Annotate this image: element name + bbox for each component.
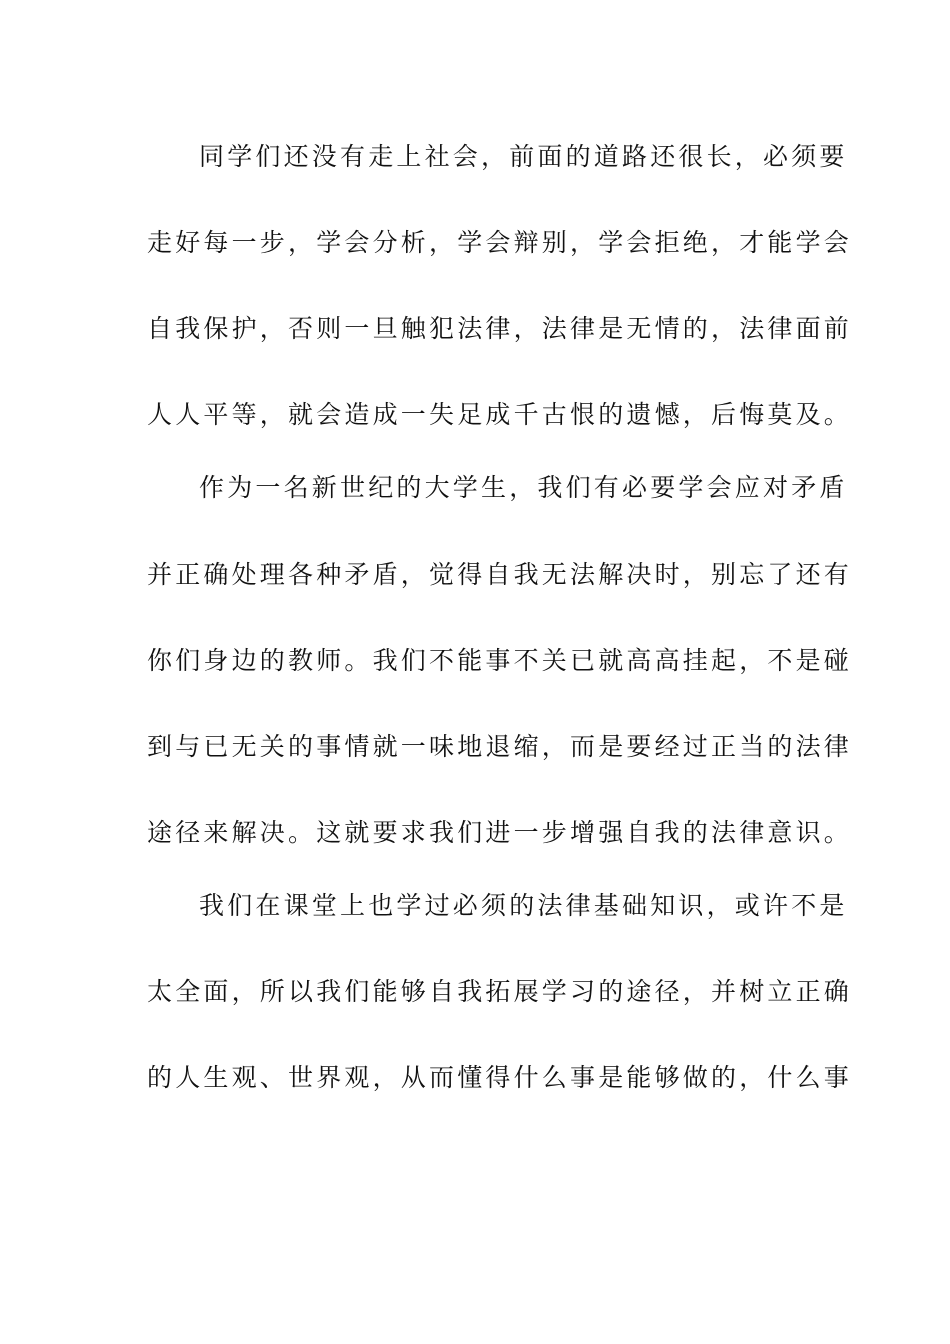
paragraph-3-line-1: 我们在课堂上也学过必须的法律基础知识，或许不是 xyxy=(199,891,848,920)
paragraph-3-line-3: 的人生观、世界观，从而懂得什么事是能够做的，什么事 xyxy=(147,1063,853,1092)
paragraph-1-line-1: 同学们还没有走上社会，前面的道路还很长，必须要 xyxy=(199,142,848,171)
paragraph-1-line-3: 自我保护，否则一旦触犯法律，法律是无情的，法律面前 xyxy=(147,314,853,343)
paragraph-3-line-2: 太全面，所以我们能够自我拓展学习的途径，并树立正确 xyxy=(147,977,853,1006)
paragraph-2-line-5: 途径来解决。这就要求我们进一步增强自我的法律意识。 xyxy=(147,818,853,847)
paragraph-2-line-1: 作为一名新世纪的大学生，我们有必要学会应对矛盾 xyxy=(199,473,848,502)
paragraph-1-line-2: 走好每一步，学会分析，学会辩别，学会拒绝，才能学会 xyxy=(147,228,853,257)
paragraph-2-line-3: 你们身边的教师。我们不能事不关已就高高挂起，不是碰 xyxy=(147,646,853,675)
paragraph-2-line-2: 并正确处理各种矛盾，觉得自我无法解决时，别忘了还有 xyxy=(147,560,853,589)
paragraph-1-line-4: 人人平等，就会造成一失足成千古恨的遗憾，后悔莫及。 xyxy=(147,400,853,429)
paragraph-2-line-4: 到与已无关的事情就一味地退缩，而是要经过正当的法律 xyxy=(147,732,853,761)
